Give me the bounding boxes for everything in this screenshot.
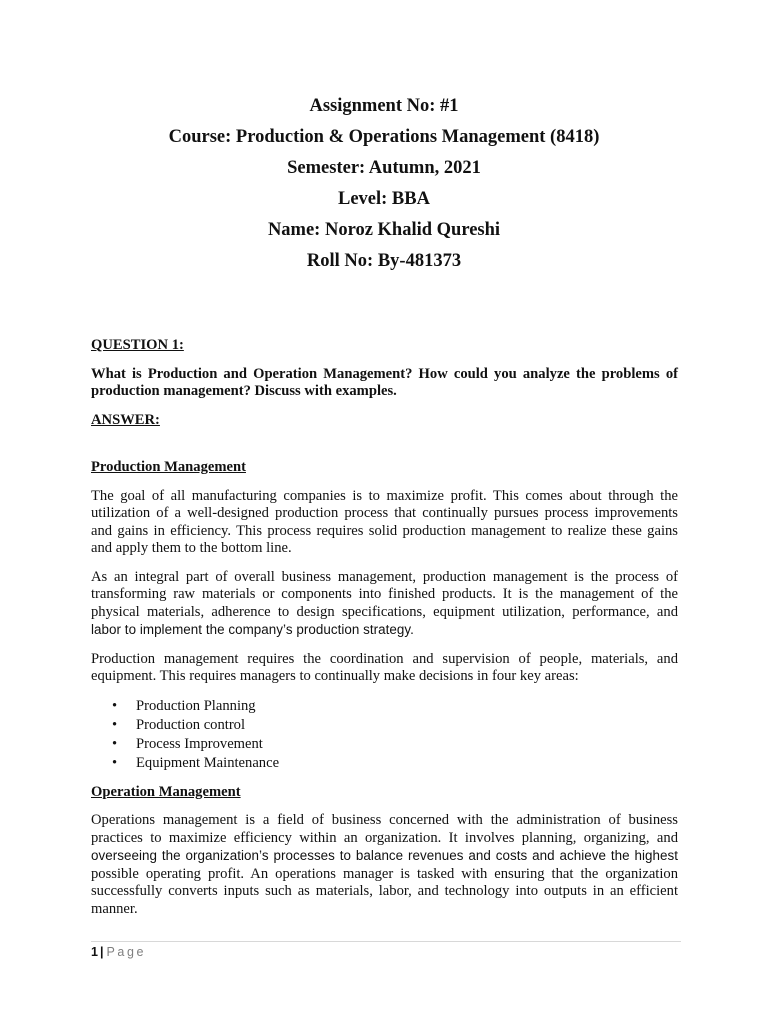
bullet-icon: • [112, 754, 118, 771]
footer-divider [91, 941, 681, 942]
production-paragraph-3: Production management requires the coordination and supervision of people, materials, and equipment. This requires managers to continually make decisions in four key areas: [91, 650, 678, 684]
course-title: Course: Production & Operations Management (8418) [168, 127, 600, 147]
page-separator: | [99, 945, 104, 959]
page-word: Page [106, 945, 147, 959]
list-item-label: Process Improvement [136, 735, 263, 752]
list-item-label: Equipment Maintenance [136, 754, 280, 771]
list-item [91, 735, 678, 754]
production-paragraph-2 [91, 569, 678, 640]
operation-paragraph-tail: possible operating profit. An operations manager is tasked with ensuring that the organization successfully converts inputs such as materials, labor, and technology into outputs in an efficient manner. [91, 865, 678, 917]
list-item-label: Production Planning [136, 697, 256, 714]
production-paragraph-1: The goal of all manufacturing companies is to maximize profit. This comes about through the utilization of a well-designed production process that continually pursues process improvements and gains in efficiency. This process requires solid production management to realize these gains and apply them to the bottom line. [91, 487, 678, 556]
roll-number: Roll No: By-481373 [306, 251, 462, 271]
production-paragraph-2-main: As an integral part of overall business management, production management is the process of transforming raw materials or components into finished products. It is the management of the physical materials, adherence to design specifications, equipment utilization, performance, and [91, 568, 678, 620]
bullet-icon: • [112, 697, 118, 714]
page-number: 1 [91, 945, 98, 959]
operation-paragraph-head: Operations management is a field of business concerned with the administration of business practices to maximize efficiency within an organization. It involves planning, organizing, and [91, 812, 678, 846]
list-item-label: Production control [136, 716, 246, 733]
operation-heading: Operation Management [91, 783, 241, 800]
student-name: Name: Noroz Khalid Qureshi [267, 220, 501, 240]
bullet-icon: • [112, 716, 118, 733]
page-footer [91, 944, 146, 960]
document-body [91, 337, 678, 918]
production-paragraph-2-tail: labor to implement the company’s production strategy. [91, 622, 414, 637]
list-item [91, 716, 678, 735]
operation-paragraph [91, 812, 678, 918]
assignment-title: Assignment No: #1 [309, 96, 459, 116]
key-areas-list [91, 697, 678, 773]
title-block [0, 91, 768, 277]
semester-line: Semester: Autumn, 2021 [287, 158, 481, 178]
question-label: QUESTION 1: [91, 337, 184, 353]
list-item [91, 697, 678, 716]
answer-label: ANSWER: [91, 411, 160, 428]
operation-paragraph-mid: overseeing the organization’s processes to balance revenues and costs and achieve the highest [91, 848, 678, 863]
question-text: What is Production and Operation Management? How could you analyze the problems of production management? Discuss with examples. [91, 365, 678, 399]
list-item [91, 754, 678, 773]
production-heading: Production Management [91, 459, 246, 475]
bullet-icon: • [112, 735, 118, 752]
level-line: Level: BBA [338, 189, 430, 209]
